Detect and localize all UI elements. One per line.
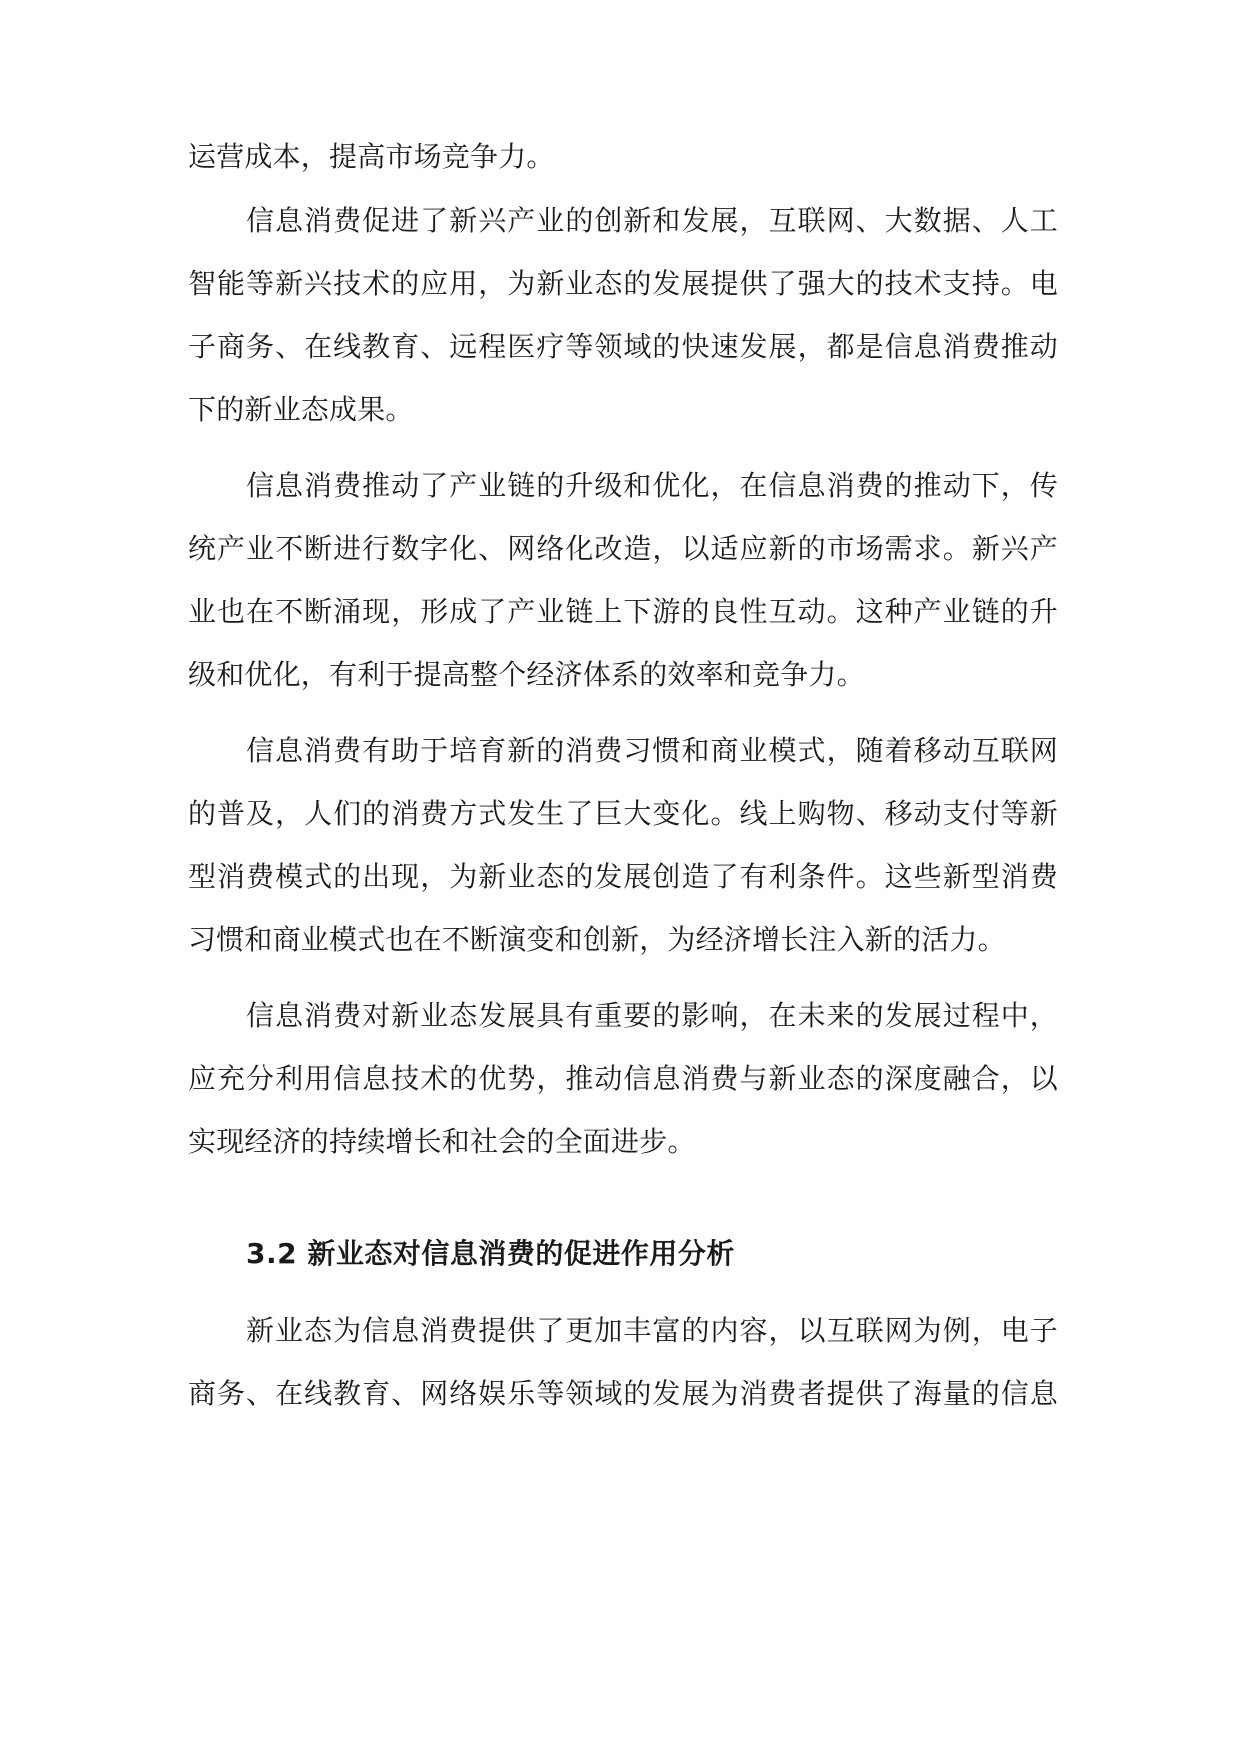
paragraph-line: 子商务、在线教育、远程医疗等领域的快速发展，都是信息消费推动 [188, 330, 1058, 363]
paragraph-line: 业也在不断涌现，形成了产业链上下游的良性互动。这种产业链的升 [188, 595, 1058, 628]
paragraph-line: 实现经济的持续增长和社会的全面进步。 [188, 1125, 696, 1158]
paragraph-line: 智能等新兴技术的应用，为新业态的发展提供了强大的技术支持。电 [188, 267, 1058, 300]
paragraph-line: 商务、在线教育、网络娱乐等领域的发展为消费者提供了海量的信息 [188, 1377, 1058, 1410]
paragraph-line: 运营成本，提高市场竞争力。 [188, 140, 555, 173]
paragraph-line: 新业态为信息消费提供了更加丰富的内容，以互联网为例，电子 [246, 1314, 1058, 1347]
paragraph-line: 统产业不断进行数字化、网络化改造，以适应新的市场需求。新兴产 [188, 532, 1058, 565]
paragraph-line: 应充分利用信息技术的优势，推动信息消费与新业态的深度融合，以 [188, 1062, 1058, 1095]
paragraph-line: 信息消费对新业态发展具有重要的影响，在未来的发展过程中， [246, 999, 1058, 1032]
paragraph-line: 信息消费促进了新兴产业的创新和发展，互联网、大数据、人工 [246, 204, 1058, 237]
paragraph-line: 习惯和商业模式也在不断演变和创新，为经济增长注入新的活力。 [188, 923, 1006, 956]
paragraph-line: 下的新业态成果。 [188, 393, 414, 426]
paragraph-line: 信息消费有助于培育新的消费习惯和商业模式，随着移动互联网 [246, 734, 1058, 767]
paragraph-line: 信息消费推动了产业链的升级和优化，在信息消费的推动下，传 [246, 469, 1058, 502]
section-heading: 3.2 新业态对信息消费的促进作用分析 [246, 1237, 735, 1270]
paragraph-line: 型消费模式的出现，为新业态的发展创造了有利条件。这些新型消费 [188, 860, 1058, 893]
paragraph-line: 级和优化，有利于提高整个经济体系的效率和竞争力。 [188, 658, 865, 691]
paragraph-line: 的普及，人们的消费方式发生了巨大变化。线上购物、移动支付等新 [188, 797, 1058, 830]
